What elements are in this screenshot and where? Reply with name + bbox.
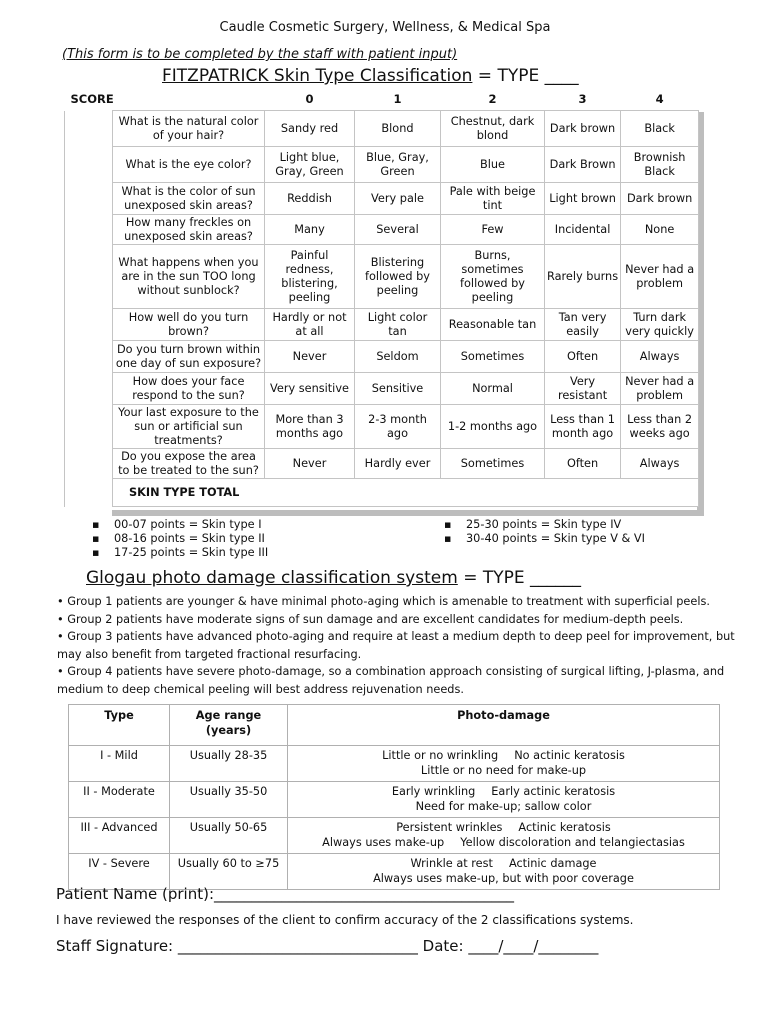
damage-cell [288,782,720,818]
answer-cell[interactable]: Reddish [265,183,355,215]
age-cell: Usually 28-35 [170,746,288,782]
table-row [65,215,699,245]
glogau-title-text: Glogau photo damage classification system [86,568,458,588]
glogau-title [86,568,581,588]
answer-cell[interactable]: 1-2 months ago [441,405,545,449]
question-cell: Do you expose the area to be treated to the sun? [113,449,265,479]
table-row [65,147,699,183]
score-label: SCORE [70,92,114,106]
answer-cell[interactable]: Incidental [545,215,621,245]
fitzpatrick-table-container [64,88,704,516]
answer-cell[interactable]: None [621,215,699,245]
answer-cell[interactable]: Very sensitive [265,373,355,405]
question-cell: What happens when you are in the sun TOO long without sunblock? [113,245,265,309]
table-row [65,111,699,147]
damage-text: Persistent wrinkles [396,821,503,834]
table-row [69,746,720,782]
answer-cell[interactable]: Tan very easily [545,309,621,341]
table-row [65,183,699,215]
question-cell: What is the eye color? [113,147,265,183]
damage-text: Little or no wrinkling [382,749,499,762]
type-cell: III - Advanced [69,818,170,854]
answer-cell[interactable]: Never [265,449,355,479]
answer-cell[interactable]: Hardly ever [355,449,441,479]
damage-text: Actinic keratosis [518,821,611,834]
question-cell: What is the natural color of your hair? [113,111,265,147]
score-header: 4 [655,92,664,106]
skin-type-total-row [65,479,699,507]
question-cell: What is the color of sun unexposed skin areas? [113,183,265,215]
age-cell: Usually 50-65 [170,818,288,854]
answer-cell[interactable]: Hardly or not at all [265,309,355,341]
question-cell: How does your face respond to the sun? [113,373,265,405]
table-row [65,309,699,341]
type-header: Type [69,705,170,746]
answer-cell[interactable]: Chestnut, dark blond [441,111,545,147]
type-cell: IV - Severe [69,854,170,890]
answer-cell[interactable]: Often [545,449,621,479]
score-column [65,111,113,507]
question-cell: Do you turn brown within one day of sun exposure? [113,341,265,373]
glogau-table [68,704,720,890]
answer-cell[interactable]: Sometimes [441,449,545,479]
answer-cell[interactable]: Blond [355,111,441,147]
answer-cell[interactable]: Sensitive [355,373,441,405]
fitzpatrick-type-blank[interactable]: = TYPE ____ [472,66,579,86]
glogau-group-descriptions [57,593,757,699]
table-row [65,245,699,309]
answer-cell[interactable]: Light blue, Gray, Green [265,147,355,183]
answer-cell[interactable]: Always [621,341,699,373]
answer-cell[interactable]: Sometimes [441,341,545,373]
glogau-table-container [68,704,720,890]
answer-cell[interactable]: Reasonable tan [441,309,545,341]
answer-cell[interactable]: Light color tan [355,309,441,341]
age-header: Age range (years) [170,705,288,746]
score-header: 3 [578,92,587,106]
answer-cell[interactable]: Never had a problem [621,373,699,405]
answer-cell[interactable]: Light brown [545,183,621,215]
damage-text: Need for make-up; sallow color [415,799,592,813]
answer-cell[interactable]: Blistering followed by peeling [355,245,441,309]
score-header: 1 [393,92,402,106]
question-cell: Your last exposure to the sun or artificial sun treatments? [113,405,265,449]
answer-cell[interactable]: Pale with beige tint [441,183,545,215]
answer-cell[interactable]: Never had a problem [621,245,699,309]
answer-cell[interactable]: Dark Brown [545,147,621,183]
glogau-type-blank[interactable]: = TYPE ______ [457,568,582,588]
group-description: • Group 2 patients have moderate signs of sun damage and are excellent candidates for medium-depth peels. [57,612,684,626]
table-row [65,449,699,479]
answer-cell[interactable]: Seldom [355,341,441,373]
table-row [69,818,720,854]
points-item: ▪ 25-30 points = Skin type IV [444,518,645,532]
damage-cell [288,746,720,782]
points-list-right [444,518,645,546]
fitzpatrick-title-text: FITZPATRICK Skin Type Classification [162,66,473,86]
review-statement: I have reviewed the responses of the client to confirm accuracy of the 2 classifications systems. [56,913,634,927]
answer-cell[interactable]: Less than 1 month ago [545,405,621,449]
answer-cell[interactable]: Turn dark very quickly [621,309,699,341]
damage-text: Early wrinkling [391,785,476,798]
answer-cell[interactable]: 2-3 month ago [355,405,441,449]
points-item: ▪ 00-07 points = Skin type I [92,518,268,532]
group-description: • Group 3 patients have advanced photo-aging and require at least a medium depth to deep peel for improvement, but may also benefit from targeted fractional resurfacing. [57,630,735,661]
form-instruction: (This form is to be completed by the staff with patient input) [62,47,458,62]
table-row [69,782,720,818]
group-description: • Group 1 patients are younger & have minimal photo-aging which is amenable to treatment with superficial peels. [57,595,710,608]
glogau-header-row [69,705,720,746]
answer-cell[interactable]: More than 3 months ago [265,405,355,449]
skin-type-total-label: SKIN TYPE TOTAL [113,479,699,507]
damage-text: Yellow discoloration and telangiectasias [460,835,685,849]
answer-cell[interactable]: Very pale [355,183,441,215]
answer-cell[interactable]: Few [441,215,545,245]
answer-cell[interactable]: Dark brown [545,111,621,147]
group-description: • Group 4 patients have severe photo-damage, so a combination approach consisting of surgical lifting, J-plasma, and medium to deep chemical peeling will best address rejuvenation needs. [57,665,725,696]
table-row [65,341,699,373]
damage-text: Little or no need for make-up [420,763,587,777]
answer-cell[interactable]: Dark brown [621,183,699,215]
answer-cell[interactable]: Burns, sometimes followed by peeling [441,245,545,309]
damage-text: Early actinic keratosis [491,785,616,798]
damage-header: Photo-damage [288,705,720,746]
answer-cell[interactable]: Many [265,215,355,245]
fitzpatrick-title [162,66,579,86]
table-row [65,405,699,449]
points-item: ▪ 08-16 points = Skin type II [92,532,268,546]
answer-cell[interactable]: Painful redness, blistering, peeling [265,245,355,309]
damage-text: Always uses make-up, but with poor coverage [373,871,634,885]
age-cell: Usually 35-50 [170,782,288,818]
age-cell: Usually 60 to ≥75 [170,854,288,890]
answer-cell[interactable]: Blue, Gray, Green [355,147,441,183]
answer-cell[interactable]: Never [265,341,355,373]
answer-cell[interactable]: Rarely burns [545,245,621,309]
answer-cell[interactable]: Normal [441,373,545,405]
table-row [65,373,699,405]
damage-text: No actinic keratosis [514,749,625,762]
clinic-name: Caudle Cosmetic Surgery, Wellness, & Medical Spa [219,20,551,35]
question-cell: How many freckles on unexposed skin areas? [113,215,265,245]
damage-text: Wrinkle at rest [410,857,493,870]
answer-cell[interactable]: Sandy red [265,111,355,147]
type-cell: I - Mild [69,746,170,782]
score-header: 2 [488,92,497,106]
points-item: ▪ 30-40 points = Skin type V & VI [444,532,645,546]
answer-cell[interactable]: Several [355,215,441,245]
answer-cell[interactable]: Brownish Black [621,147,699,183]
signature-date-field[interactable]: Staff Signature: ________________________________ Date: ____/____/________ [56,937,599,955]
points-item: ▪ 17-25 points = Skin type III [92,546,268,560]
answer-cell[interactable]: Often [545,341,621,373]
patient-name-field[interactable]: Patient Name (print):________________________________________ [56,885,515,903]
answer-cell[interactable]: Black [621,111,699,147]
points-list-left [92,518,268,560]
damage-text: Always uses make-up [322,835,445,849]
score-header: 0 [305,92,314,106]
answer-cell[interactable]: Blue [441,147,545,183]
answer-cell[interactable]: Less than 2 weeks ago [621,405,699,449]
answer-cell[interactable]: Very resistant [545,373,621,405]
type-cell: II - Moderate [69,782,170,818]
damage-cell [288,818,720,854]
score-header-row [65,88,699,111]
answer-cell[interactable]: Always [621,449,699,479]
question-cell: How well do you turn brown? [113,309,265,341]
fitzpatrick-table [64,88,699,507]
damage-text: Actinic damage [508,857,597,870]
